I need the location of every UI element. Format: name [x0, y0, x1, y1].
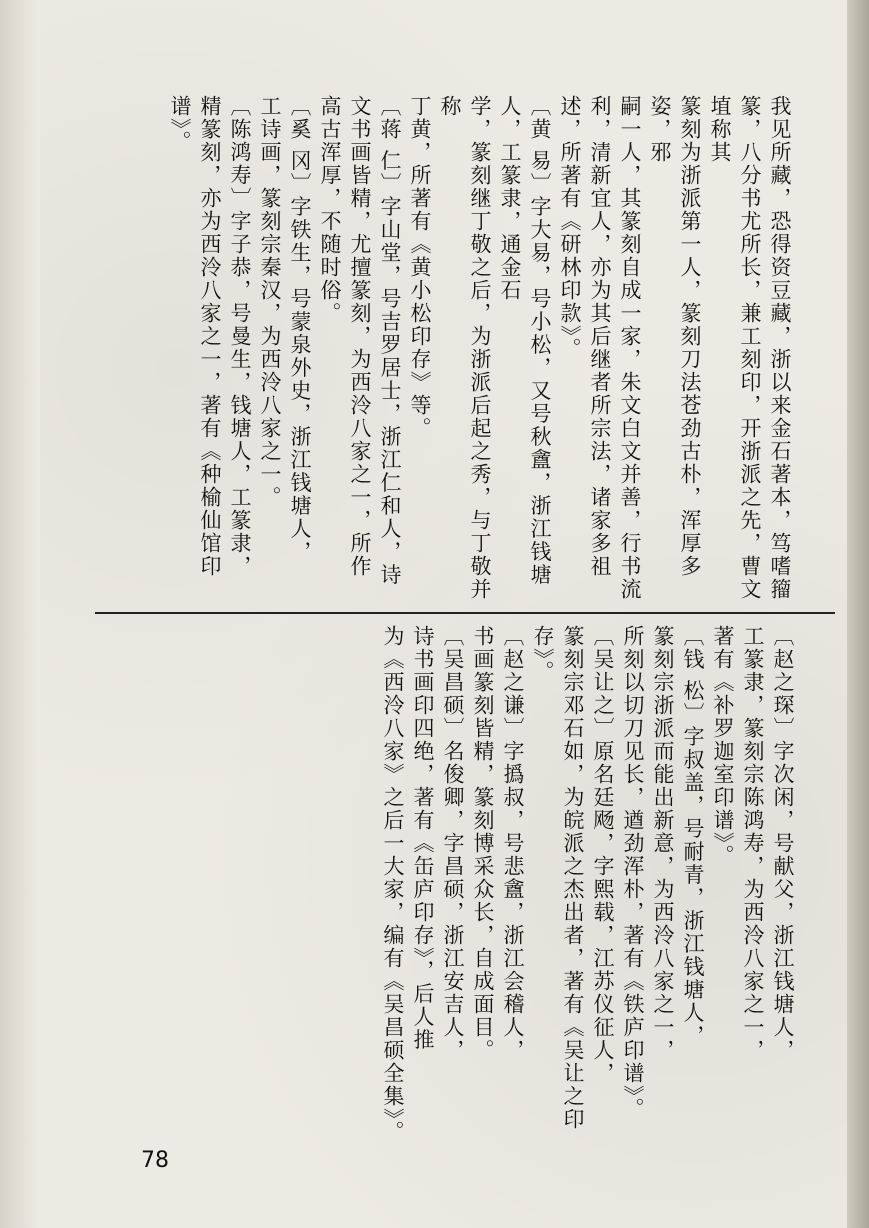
text-column: 〔奚 冈〕字铁生，号蒙泉外史，浙江钱塘人，	[288, 95, 312, 564]
text-column: 工篆隶，篆刻宗陈鸿寿，为西泠八家之一，	[741, 625, 765, 1062]
text-column: 文书画皆精，尤擅篆刻，为西泠八家之一，所作	[348, 95, 372, 578]
page-left-edge	[0, 0, 40, 1228]
upper-text-block	[95, 95, 795, 605]
text-column: 篆刻宗邓石如，为皖派之杰出者，著有《吴让之印存》。	[531, 625, 585, 1131]
text-column: 书画篆刻皆精，篆刻博采众长，自成面目。	[471, 625, 495, 1062]
text-column: 〔赵之谦〕字撝叔，号悲盦，浙江会稽人，	[501, 625, 525, 1062]
text-column: 〔吴让之〕原名廷飏，字熙载，江苏仪征人，	[591, 625, 615, 1085]
text-column: 〔蒋 仁〕字山堂，号吉罗居士，浙江仁和人，诗	[378, 95, 402, 587]
text-column: 工诗画，篆刻宗秦汉，为西泠八家之一。	[258, 95, 282, 509]
text-column: 〔赵之琛〕字次闲，号献父，浙江钱塘人，	[771, 625, 795, 1062]
section-divider	[95, 612, 835, 614]
text-column: 高古浑厚，不随时俗。	[318, 95, 342, 325]
text-column: 利，清新宜人，亦为其后继者所宗法，诸家多祖	[588, 95, 612, 578]
text-column: 著有《补罗迦室印谱》。	[711, 625, 735, 868]
text-column: 〔钱 松〕字叔盖，号耐青，浙江钱塘人，	[681, 625, 705, 1048]
text-column: 篆，八分书尤所长，兼工刻印，开浙派之先，曹文埴称其	[708, 95, 762, 601]
text-column: 篆刻宗浙派而能出新意，为西泠八家之一，	[651, 625, 675, 1062]
text-column: 述，所著有《研林印款》。	[558, 95, 582, 361]
text-column: 嗣一人，其篆刻自成一家，朱文白文并善，行书流	[618, 95, 642, 601]
text-column: 为《西泠八家》之后一大家，编有《吴昌硕全集》。	[381, 625, 405, 1144]
book-spine-shadow	[847, 0, 869, 1228]
text-column: 我见所藏，恐得资豆藏，浙以来金石著本，笃嗜籀	[768, 95, 792, 601]
text-column: 所刻以切刀见长，遒劲浑朴，著有《铁庐印谱》。	[621, 625, 645, 1121]
text-column: 篆刻为浙派第一人，篆刻刀法苍劲古朴，浑厚多姿，邪	[648, 95, 702, 578]
text-column: 〔黄 易〕字大易，号小松，又号秋盦，浙江钱塘人，工篆隶，通金石	[498, 95, 552, 587]
lower-text-block	[250, 625, 798, 1145]
text-column: 诗书画印四绝，著有《缶庐印存》，后人推	[411, 625, 435, 1052]
text-column: 学，篆刻继丁敬之后，为浙派后起之秀，与丁敬并称	[438, 95, 492, 601]
text-column: 丁黄，所著有《黄小松印存》等。	[408, 95, 432, 440]
text-column: 精篆刻，亦为西泠八家之一，著有《种榆仙馆印谱》。	[168, 95, 222, 578]
text-column: 〔吴昌硕〕名俊卿，字昌硕，浙江安吉人，	[441, 625, 465, 1062]
text-column: 〔陈鸿寿〕字子恭，号曼生，钱塘人，工篆隶，	[228, 95, 252, 578]
page-number: 78	[141, 1148, 169, 1173]
